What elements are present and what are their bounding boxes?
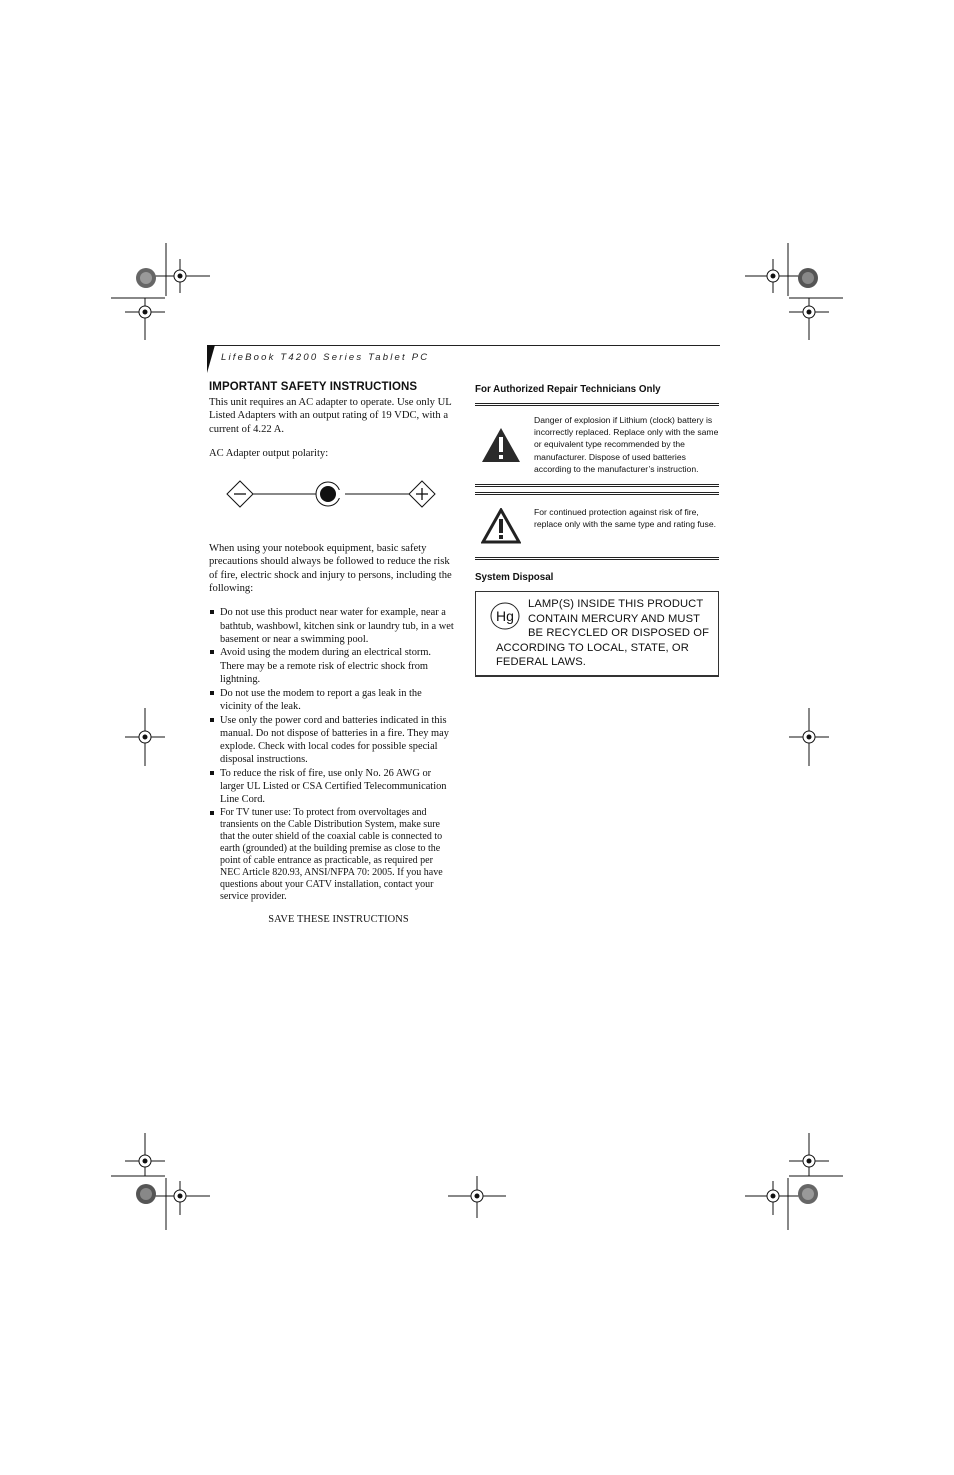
warning-triangle-icon xyxy=(481,508,521,544)
polarity-center-icon xyxy=(316,482,345,506)
list-item: Use only the power cord and batteries indicated in this manual. Do not dispose of batteries in a fire. They may explode. Check with local codes for possible special disposal instructions. xyxy=(209,714,454,767)
safety-bullet-list xyxy=(209,606,454,903)
header-tab-mark xyxy=(207,345,215,373)
fuse-warning xyxy=(475,492,719,560)
left-column xyxy=(209,381,454,925)
list-item: Avoid using the modem during an electrical storm. There may be a remote risk of electric shock from lightning. xyxy=(209,646,454,686)
polarity-plus-icon xyxy=(409,481,435,507)
adapter-intro: This unit requires an AC adapter to operate. Use only UL Listed Adapters with an output rating of 19 VDC, with a current of 4.22 A. xyxy=(209,397,452,435)
mercury-notice-text: LAMP(S) INSIDE THIS PRODUCT CONTAIN MERCURY AND MUST BE RECYCLED OR DISPOSED OF ACCORDING TO LOCAL, STATE, OR FEDERAL LAWS. xyxy=(496,598,710,669)
running-header: LifeBook T4200 Series Tablet PC xyxy=(221,352,430,363)
safety-title: IMPORTANT SAFETY INSTRUCTIONS xyxy=(209,381,418,393)
right-column xyxy=(475,384,719,677)
list-item: To reduce the risk of fire, use only No. 26 AWG or larger UL Listed or CSA Certified Telecommunication Line Cord. xyxy=(209,767,454,807)
list-item: Do not use the modem to report a gas leak in the vicinity of the leak. xyxy=(209,687,454,713)
fuse-warning-text: For continued protection against risk of fire, replace only with the same type and rating fuse. xyxy=(534,507,717,530)
precautions-intro: When using your notebook equipment, basic safety precautions should always be followed to reduce the risk of fire, electric shock and injury to persons, including the following: xyxy=(209,543,452,595)
repair-title: For Authorized Repair Technicians Only xyxy=(475,384,661,395)
mercury-hg-icon xyxy=(490,602,520,630)
warning-triangle-icon xyxy=(481,427,521,463)
save-instructions: SAVE THESE INSTRUCTIONS xyxy=(268,913,409,925)
list-item: For TV tuner use: To protect from overvoltages and transients on the Cable Distribution System, make sure that the outer shield of the coaxial cable is connected to earth (grounded) at the building premise as close to the point of cable entrance as practicable, as required per NEC Article 820.93, ANSI/NFPA 70: 2005. If you have questions about your CATV installation, contact your service provider. xyxy=(209,807,454,903)
polarity-label: AC Adapter output polarity: xyxy=(209,447,329,459)
mercury-notice xyxy=(475,591,719,677)
list-item: Do not use this product near water for example, near a bathtub, washbowl, kitchen sink or laundry tub, in a wet basement or near a swimming pool. xyxy=(209,606,454,646)
polarity-diagram xyxy=(209,473,454,515)
header-rule xyxy=(209,345,720,346)
polarity-minus-icon xyxy=(227,481,253,507)
svg-text:Hg: Hg xyxy=(496,608,514,625)
battery-warning xyxy=(475,403,719,487)
disposal-title: System Disposal xyxy=(475,572,554,584)
battery-warning-text: Danger of explosion if Lithium (clock) battery is incorrectly replaced. Replace only with the same or equivalent type recommended by the manufacturer. Dispose of used batteries according to the manufacturer’s instruction. xyxy=(534,415,719,474)
